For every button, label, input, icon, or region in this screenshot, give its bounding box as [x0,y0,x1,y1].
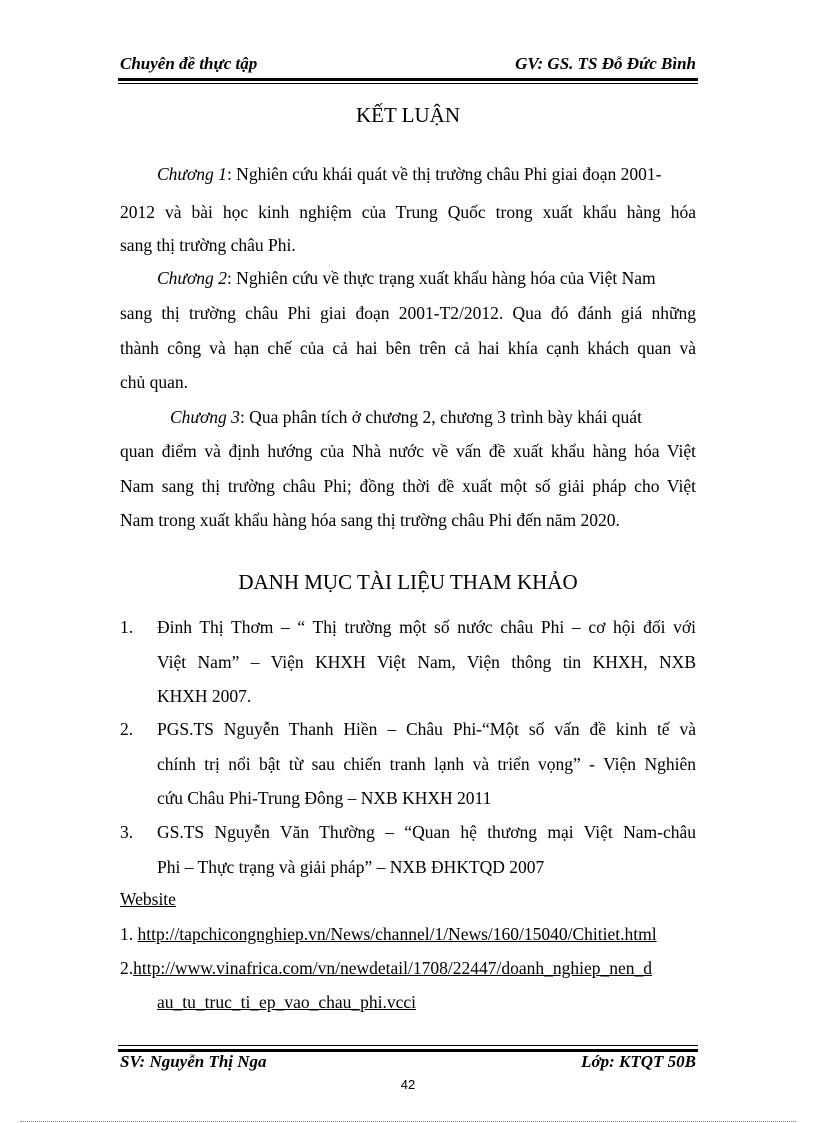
reference-line: GS.TS Nguyễn Văn Thường – “Quan hệ thương mại Việt Nam-châu [157,822,696,842]
chapter2-line4: chủ quan. [120,372,189,392]
page-number: 42 [400,1077,416,1092]
chapter2-line3: thành công và hạn chế của cả hai bên trên cả hai khía cạnh khách quan và [120,338,696,358]
header-left-text: Chuyên đề thực tập [120,54,258,73]
references-title: DANH MỤC TÀI LIỆU THAM KHẢO [238,570,578,594]
chapter3-label: Chương 3 [170,407,240,427]
chapter2-line1 [157,268,696,289]
header-right-text: GV: GS. TS Đỗ Đức Bình [515,54,696,73]
reference-line: Phi – Thực trạng và giải pháp” – NXB ĐHKTQD 2007 [157,857,545,877]
header-rule-thin [118,83,698,84]
chapter3-line3: Nam sang thị trường châu Phi; đồng thời đề xuất một số giải pháp cho Việt [120,476,696,496]
page-footer [118,1052,698,1076]
website-link-1[interactable]: http://tapchicongnghiep.vn/News/channel/1/News/160/15040/Chitiet.html [137,924,657,944]
chapter3-line2: quan điểm và định hướng của Nhà nước về vấn đề xuất khẩu hàng hóa Việt [120,441,696,461]
chapter2-text1: : Nghiên cứu về thực trạng xuất khẩu hàng hóa của Việt Nam [226,268,656,288]
reference-line: PGS.TS Nguyễn Thanh Hiền – Châu Phi-“Một số vấn đề kinh tế và [157,719,696,739]
footer-right-text: Lớp: KTQT 50B [581,1052,696,1071]
website-item-1 [120,924,657,945]
header-rule-thick [118,78,698,81]
reference-line: cứu Châu Phi-Trung Đông – NXB KHXH 2011 [157,788,492,808]
reference-number: 3. [120,822,134,842]
conclusion-title: KẾT LUẬN [355,103,460,127]
reference-line: Đinh Thị Thơm – “ Thị trường một số nước châu Phi – cơ hội đối với [157,617,696,637]
chapter1-line2: 2012 và bài học kinh nghiệm của Trung Quốc trong xuất khẩu hàng hóa [120,202,696,222]
page-bottom-dotted-border [20,1121,796,1122]
website-item-2 [120,958,652,979]
chapter3-line4: Nam trong xuất khẩu hàng hóa sang thị trường châu Phi đến năm 2020. [120,510,620,530]
chapter1-line3: sang thị trường châu Phi. [120,235,296,255]
chapter3-line1 [170,407,696,428]
reference-line: Việt Nam” – Viện KHXH Việt Nam, Viện thông tin KHXH, NXB [157,652,696,672]
page-header [118,52,698,78]
website-link-2[interactable]: http://www.vinafrica.com/vn/newdetail/1708/22447/doanh_nghiep_nen_d [133,958,653,978]
website-heading: Website [120,889,176,909]
chapter3-text1: : Qua phân tích ở chương 2, chương 3 trình bày khái quát [239,407,642,427]
reference-line: KHXH 2007. [157,686,252,706]
chapter1-label: Chương 1 [157,164,227,184]
website-number: 1. [120,924,138,944]
chapter1-text1: : Nghiên cứu khái quát về thị trường châu Phi giai đoạn 2001- [226,164,662,184]
reference-number: 2. [120,719,134,739]
footer-rule-thin [118,1045,698,1046]
website-link-2-continued[interactable]: au_tu_truc_ti_ep_vao_chau_phi.vcci [157,992,417,1012]
footer-left-text: SV: Nguyễn Thị Nga [120,1052,267,1071]
chapter1-line1 [157,164,696,185]
reference-number: 1. [120,617,134,637]
chapter2-label: Chương 2 [157,268,227,288]
reference-line: chính trị nổi bật từ sau chiến tranh lạnh và triển vọng” - Viện Nghiên [157,754,696,774]
chapter2-line2: sang thị trường châu Phi giai đoạn 2001-T2/2012. Qua đó đánh giá những [120,303,696,323]
website-number: 2. [120,958,134,978]
